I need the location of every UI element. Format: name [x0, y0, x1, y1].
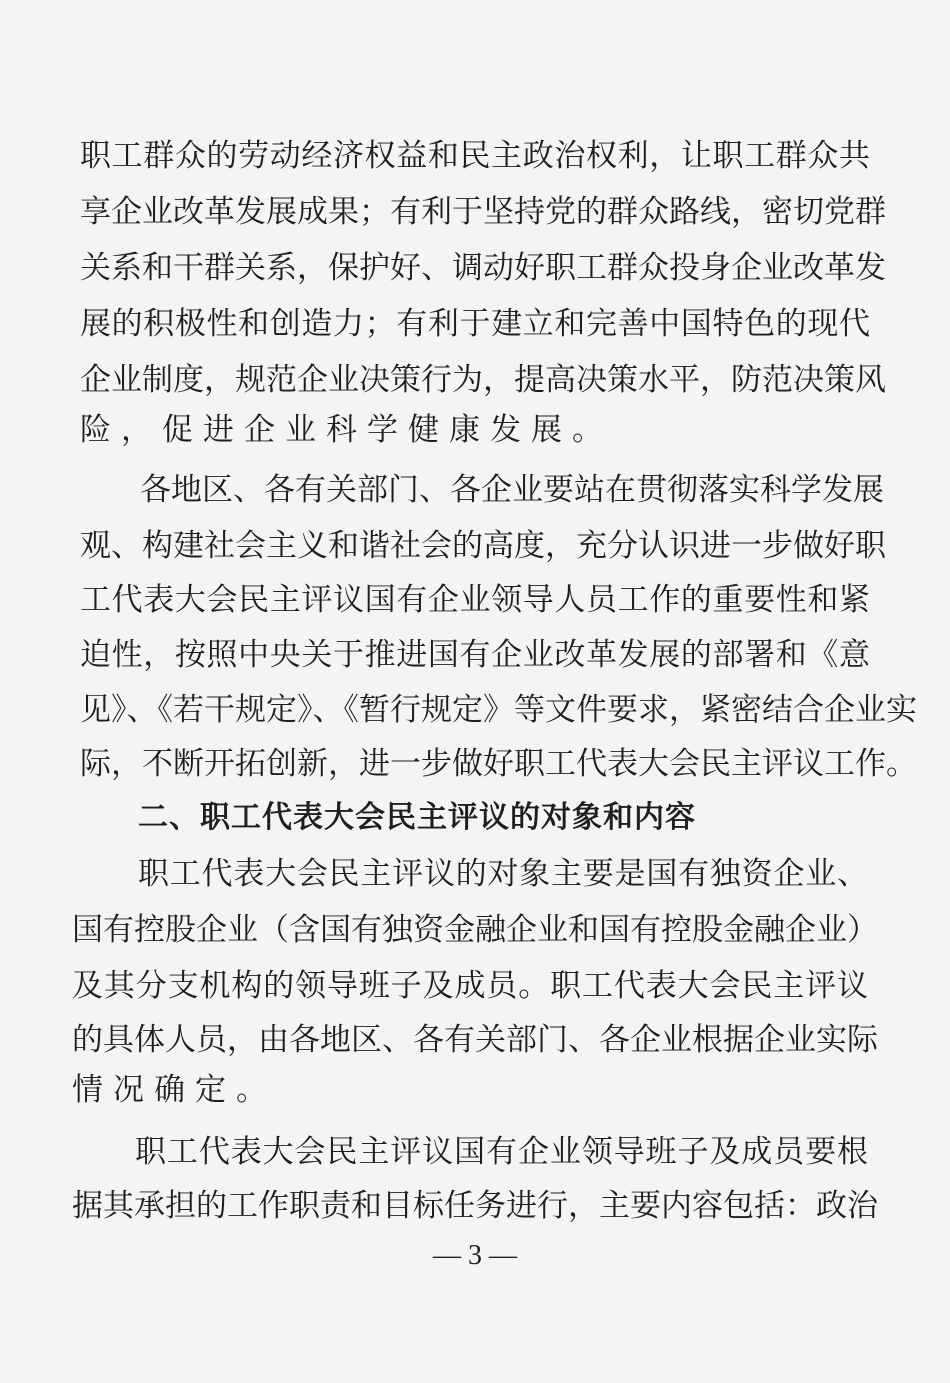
text-line-5: 企业制度，规范企业决策行为，提高决策水平，防范决策风: [80, 362, 886, 398]
text-line-3: 关系和干群关系，保护好、调动好职工群众投身企业改革发: [80, 250, 886, 286]
section-heading: 二、职工代表大会民主评议的对象和内容: [138, 800, 696, 835]
text-line-6: 险，促进企业科学健康发展。: [80, 412, 613, 448]
paragraph-2-line-1: 各地区、各有关部门、各企业要站在贯彻落实科学发展: [140, 472, 884, 508]
paragraph-3-line-2: 国有控股企业（含国有独资金融企业和国有控股金融企业）: [72, 912, 878, 948]
paragraph-3-line-3: 及其分支机构的领导班子及成员。职工代表大会民主评议: [72, 968, 868, 1004]
paragraph-4-line-1: 职工代表大会民主评议国有企业领导班子及成员要根: [135, 1134, 868, 1170]
text-line-1: 职工群众的劳动经济权益和民主政治权利，让职工群众共: [80, 138, 870, 174]
paragraph-2-line-6: 际，不断开拓创新，进一步做好职工代表大会民主评议工作。: [80, 746, 917, 782]
paragraph-3-line-5: 情况确定。: [72, 1072, 277, 1108]
paragraph-2-line-5: 见》、《若干规定》、《暂行规定》等文件要求，紧密结合企业实: [80, 692, 917, 728]
paragraph-2-line-2: 观、构建社会主义和谐社会的高度，充分认识进一步做好职: [80, 528, 886, 564]
text-line-4: 展的积极性和创造力；有利于建立和完善中国特色的现代: [80, 306, 870, 342]
paragraph-3-line-1: 职工代表大会民主评议的对象主要是国有独资企业、: [138, 856, 868, 892]
paragraph-2-line-4: 迫性，按照中央关于推进国有企业改革发展的部署和《意: [80, 637, 870, 673]
paragraph-2-line-3: 工代表大会民主评议国有企业领导人员工作的重要性和紧: [80, 582, 870, 618]
paragraph-3-line-4: 的具体人员，由各地区、各有关部门、各企业根据企业实际: [72, 1022, 878, 1058]
text-line-2: 享企业改革发展成果；有利于坚持党的群众路线，密切党群: [80, 194, 886, 230]
page-number: — 3 —: [433, 1240, 517, 1271]
paragraph-4-line-2: 据其承担的工作职责和目标任务进行，主要内容包括：政治: [72, 1188, 878, 1224]
